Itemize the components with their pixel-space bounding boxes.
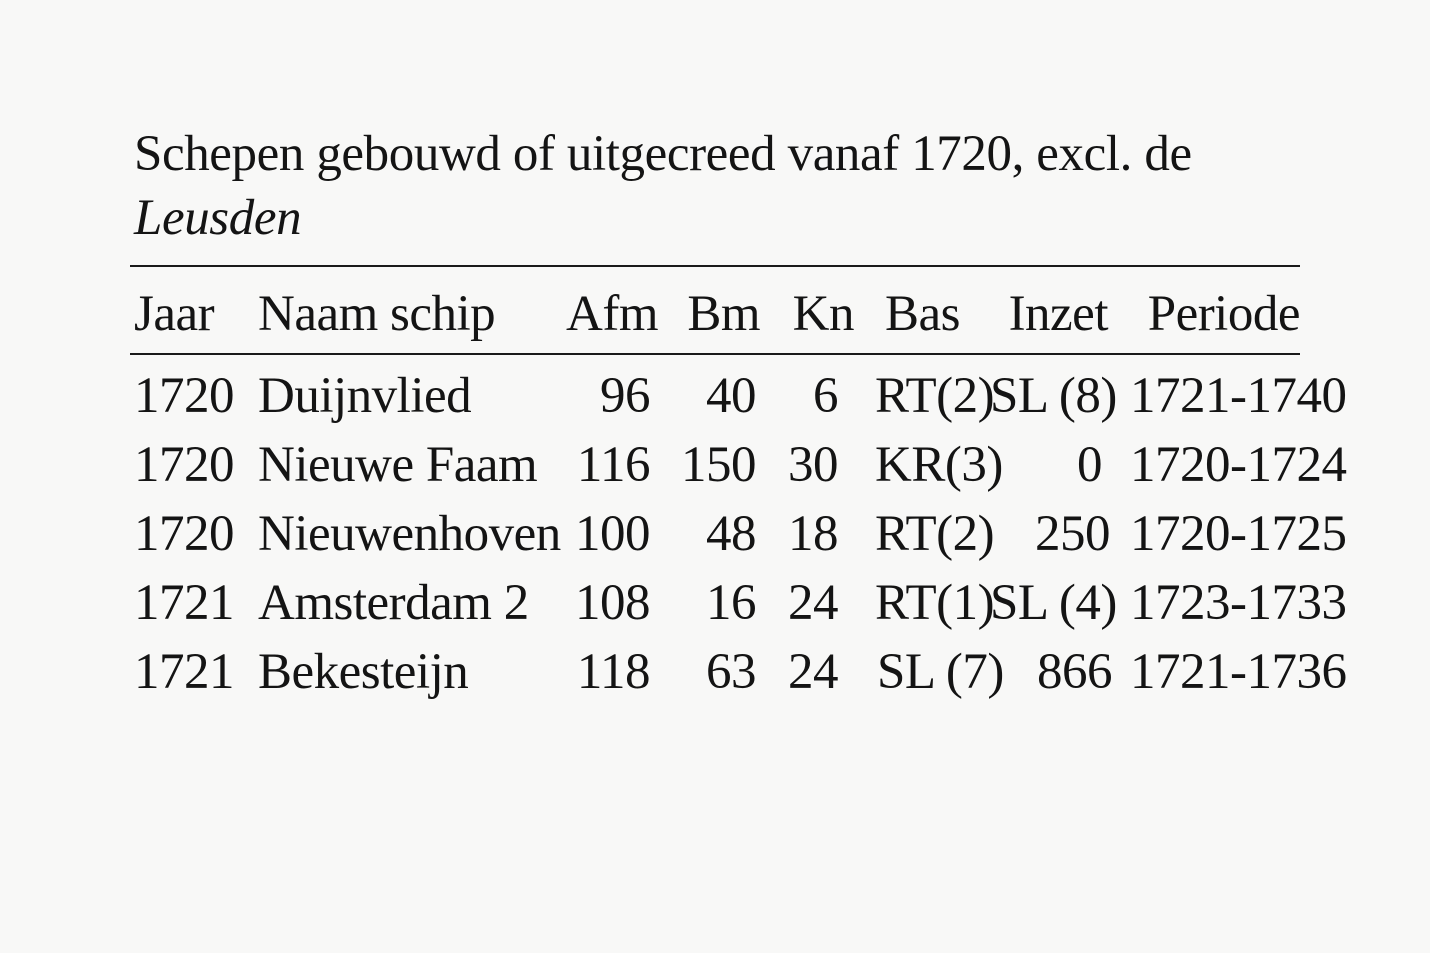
- cell-inzet: 0: [1077, 437, 1102, 493]
- header-kn: Kn: [792, 286, 854, 342]
- cell-inzet: SL (4): [990, 575, 1117, 631]
- cell-bas: RT(1): [875, 575, 995, 631]
- table-header-rule: [130, 353, 1300, 355]
- header-naam-schip: Naam schip: [258, 286, 496, 342]
- header-bas: Bas: [885, 286, 960, 342]
- cell-naam: Duijnvlied: [258, 368, 472, 424]
- cell-afm: 96: [600, 368, 650, 424]
- cell-inzet: 866: [1037, 644, 1112, 700]
- cell-bas: RT(2): [875, 368, 995, 424]
- cell-bm: 16: [706, 575, 756, 631]
- cell-naam: Bekesteijn: [258, 644, 469, 700]
- cell-bas: RT(2): [875, 506, 995, 562]
- cell-jaar: 1721: [134, 644, 234, 700]
- cell-jaar: 1720: [134, 368, 234, 424]
- cell-jaar: 1721: [134, 575, 234, 631]
- cell-inzet: SL (8): [990, 368, 1117, 424]
- cell-naam: Amsterdam 2: [258, 575, 529, 631]
- caption-line-1: Schepen gebouwd of uitgecreed vanaf 1720, excl. de: [134, 126, 1192, 182]
- cell-bm: 48: [706, 506, 756, 562]
- cell-kn: 24: [788, 644, 838, 700]
- cell-kn: 30: [788, 437, 838, 493]
- cell-afm: 100: [575, 506, 650, 562]
- cell-bas: KR(3): [875, 437, 1003, 493]
- cell-afm: 116: [576, 437, 650, 493]
- cell-afm: 108: [575, 575, 650, 631]
- caption-ship-name: Leusden: [134, 190, 302, 246]
- cell-periode: 1720-1725: [1130, 506, 1347, 562]
- header-afm: Afm: [566, 286, 658, 342]
- cell-bm: 150: [681, 437, 756, 493]
- cell-bm: 63: [706, 644, 756, 700]
- cell-bas: SL (7): [877, 644, 1004, 700]
- cell-inzet: 250: [1035, 506, 1110, 562]
- cell-bm: 40: [706, 368, 756, 424]
- header-inzet: Inzet: [1008, 286, 1108, 342]
- header-periode: Periode: [1147, 286, 1300, 342]
- header-bm: Bm: [687, 286, 760, 342]
- cell-kn: 6: [813, 368, 838, 424]
- cell-afm: 118: [576, 644, 650, 700]
- cell-periode: 1721-1736: [1130, 644, 1347, 700]
- cell-periode: 1721-1740: [1130, 368, 1347, 424]
- header-jaar: Jaar: [134, 286, 215, 342]
- cell-periode: 1720-1724: [1130, 437, 1347, 493]
- table-caption: [134, 122, 1314, 250]
- cell-jaar: 1720: [134, 437, 234, 493]
- cell-jaar: 1720: [134, 506, 234, 562]
- cell-naam: Nieuwe Faam: [258, 437, 538, 493]
- cell-kn: 18: [788, 506, 838, 562]
- cell-periode: 1723-1733: [1130, 575, 1347, 631]
- cell-naam: Nieuwenhoven: [258, 506, 561, 562]
- cell-kn: 24: [788, 575, 838, 631]
- table-top-rule: [130, 265, 1300, 267]
